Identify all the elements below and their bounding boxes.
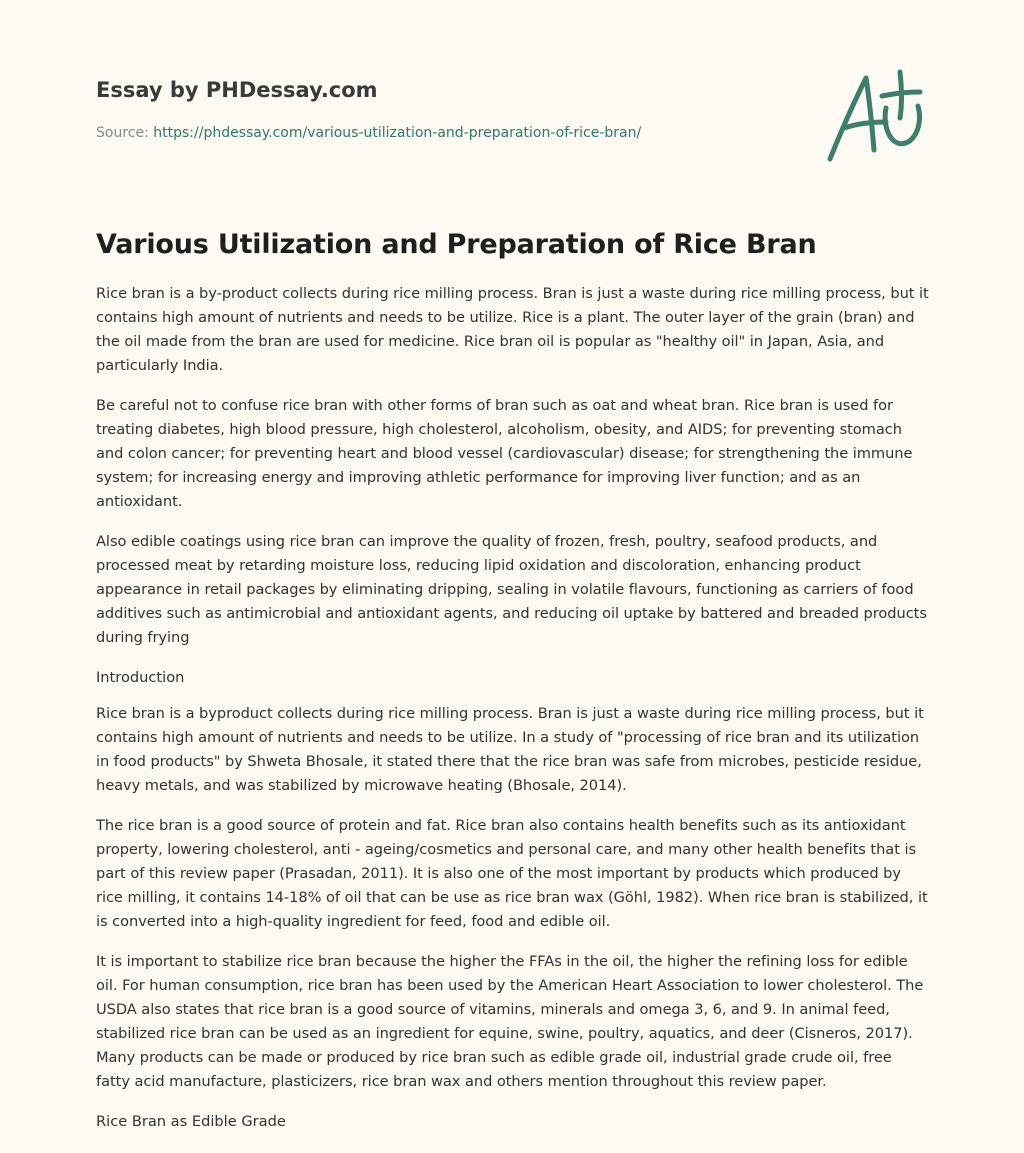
a-plus-icon (820, 66, 930, 166)
paragraph-6: It is important to stabilize rice bran because the higher the FFAs in the oil, the higher the refining loss for edible oil. For human consumption, rice bran has been used by the American Heart Association to lower cholesterol. The USDA also states that rice bran is a good source of vitamins, minerals and omega 3, 6, and 9. In animal feed, stabilized rice bran can be used as an ingredient for equine, swine, poultry, aquatics, and deer (Cisneros, 2017). Many products can be made or produced by rice bran such as edible grade oil, industrial grade crude oil, free fatty acid manufacture, plasticizers, rice bran wax and others mention throughout this review paper. (96, 953, 924, 1090)
paragraph-5: The rice bran is a good source of protein and fat. Rice bran also contains health benefits such as its antioxidant property, lowering cholesterol, anti - ageing/cosmetics and personal care, and many other health benefits that is part of this review paper (Prasadan, 2011). It is also one of the most important by products which produced by rice milling, it contains 14-18% of oil that can be use as rice bran wax (Göhl, 1982). When rice bran is stabilized, it is converted into a high-quality ingredient for feed, food and edible oil. (96, 817, 928, 930)
page-title: Various Utilization and Preparation of Rice Bran (96, 229, 817, 260)
paragraph-4: Rice bran is a byproduct collects during rice milling process. Bran is just a waste during rice milling process, but it contains high amount of nutrients and needs to be utilize. In a study of "processing of rice bran and its utilization in food products" by Shweta Bhosale, it stated there that the rice bran was safe from microbes, pesticide residue, heavy metals, and was stabilized by microwave heating (Bhosale, 2014). (96, 705, 924, 794)
essay-content (96, 225, 930, 1146)
paragraph-1: Rice bran is a by-product collects during rice milling process. Bran is just a waste during rice milling process, but it contains high amount of nutrients and needs to be utilize. Rice is a plant. The outer layer of the grain (bran) and the oil made from the bran are used for medicine. Rice bran oil is popular as "healthy oil" in Japan, Asia, and particularly India. (96, 285, 929, 374)
source-line (96, 123, 796, 143)
source-link[interactable]: https://phdessay.com/various-utilization-and-preparation-of-rice-bran/ (153, 125, 642, 141)
section-heading-edible-grade: Rice Bran as Edible Grade (96, 1113, 286, 1130)
site-title: Essay by PHDessay.com (96, 78, 378, 102)
paragraph-2: Be careful not to confuse rice bran with other forms of bran such as oat and wheat bran. Rice bran is used for treating diabetes, high blood pressure, high cholesterol, alcoholism, obesity, and AIDS; for preventing stomach and colon cancer; for preventing heart and blood vessel (cardiovascular) disease; for strengthening the immune system; for increasing energy and improving athletic performance for improving liver function; and as an antioxidant. (96, 397, 913, 510)
source-label: Source: (96, 125, 149, 141)
paragraph-3: Also edible coatings using rice bran can improve the quality of frozen, fresh, poultry, seafood products, and processed meat by retarding moisture loss, reducing lipid oxidation and discoloration, enhancing product appearance in retail packages by eliminating dripping, sealing in volatile flavours, functioning as carriers of food additives such as antimicrobial and antioxidant agents, and reducing oil uptake by battered and breaded products during frying (96, 533, 927, 646)
page-header (96, 76, 796, 143)
section-heading-introduction: Introduction (96, 669, 185, 686)
